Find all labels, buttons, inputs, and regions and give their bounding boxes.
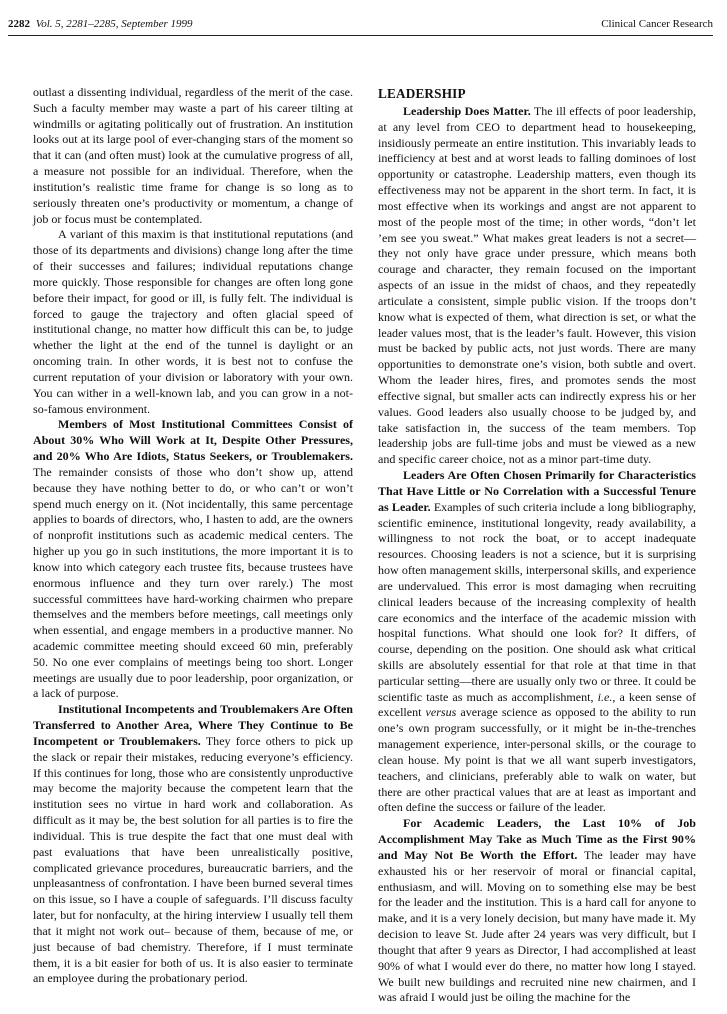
volume-citation: Vol. 5, 2281–2285, September 1999 (35, 18, 193, 30)
paragraph-body: The ill effects of poor leadership, at any level from CEO to department head to housekeeping, insidiously permeate an entire institution. This invariably leads to inefficiency at best and at worst leads to falling dominoes of lost opportunity or catastrophe. Leadership matters, even though its effectiveness may not be apparent in the short term. In fact, it is most effective when its workings and angst are not apparent to most of the people most of the time; in other words, “don’t let ’em see you sweat.” What makes great leaders is not a secret—they not only have grace under pressure, which means both courage and character, they remain focused on the important aspects of an issue in the midst of chaos, and they repeatedly articulate a consistent, simple public vision. If the troops don’t know what is expected of them, what direction is set, or what the leader values most, that is the leader’s fault. However, this vision must be backed by public acts, not just words. There are many opportunities to demonstrate one’s vision, both subtle and overt. Whom the leader hires, fires, and promotes sends the most effective signal, but smaller acts can indirectly express his or her values. Good leaders also usually choose to be judged by, and take satisfaction in, the success of the team members. Top leadership jobs are full-time jobs and must be viewed as a new and specific career choice, not as a minor part-time duty. (378, 104, 696, 467)
paragraph-body: They force others to pick up the slack or repair their mistakes, reducing everyone’s efficiency. If this continues for long, those who are consistently unproductive may become the majority because the competent learn that the institution sees no virtue in hard work and collaboration. As difficult as it may be, the best solution for all parties is to fire the individual. This is true despite the fact that one must deal with past evaluations that have been unrealistically positive, complicated grievance procedures, bureaucratic barriers, and the unpleasantness of confrontation. I have been burned several times on this issue, so I have a couple of safeguards. I’ll discuss faculty later, but for nonfaculty, at the hiring interview I usually tell them that it might not work out– because of them, because of me, or just because of bad chemistry. Therefore, if I must terminate them, it is a bit easier for both of us. It is also easier to terminate an employee during the probationary period. (33, 733, 353, 986)
header-rule (8, 35, 713, 36)
page-number: 2282 (8, 18, 30, 30)
journal-name: Clinical Cancer Research (601, 18, 713, 30)
run-in-heading: Leaders Are Often Chosen Primarily for Characteristics That Have Little or No Correlation with a Successful Tenure as Leader. (378, 468, 696, 514)
section-heading: LEADERSHIP (378, 86, 466, 101)
paragraph (378, 104, 696, 468)
citation-line (8, 17, 192, 31)
running-header (8, 17, 713, 35)
run-in-heading: Members of Most Institutional Committees Consist of About 30% Who Will Work at It, Despite Other Pressures, and 20% Who Are Idiots, Status Seekers, or Troublemakers. (33, 417, 353, 464)
paragraph: A variant of this maxim is that institutional reputations (and those of its departments and divisions) change long after the time of their successes and failures; individual reputations change more quickly. Those responsible for changes are often long gone before their impact, for good or ill, is fully felt. The individual is forced to gauge the trajectory and often glacial speed of institutional change, no matter how difficult this can be, to judge whether the light at the end of the tunnel is daylight or an oncoming train. In other words, it is best not to confuse the current reputation of your division or laboratory with your own. You can wither in a well-known lab, and you can grow in a not-so-famous environment. (33, 227, 353, 416)
italic-term: versus (425, 705, 457, 720)
run-in-heading: Institutional Incompetents and Troublemakers Are Often Transferred to Another Area, Where They Continue to Be Incompetent or Troublemakers. (33, 702, 353, 748)
paragraph-body: average science as opposed to the ability to run one’s own program successfully, or it might be in-the-trenches management experience, inter-personal skills, or the courage to clean house. My point is that we all want superb investigators, teachers, and clinicians, preferably able to walk on water, but there are other practical values that are at least as important and often define the success or failure of the leader. (378, 705, 697, 815)
paragraph-body: The leader may have exhausted his or her reservoir of moral or financial capital, enthusiasm, and will. Moving on to something else may be best for the leader and the institution. This is a hard call for anyone to make, and it is a very lonely decision, but many have made it. My decision to leave St. Jude after 24 years was very difficult, but I thought that after 9 years as Director, I had accomplished at least 90% of what I would ever do there, no matter how long I stayed. We built new buildings and recruited nine new chairmen, and I was afraid I would just be oiling the machine for the (378, 847, 697, 1005)
paragraph (378, 468, 696, 816)
paragraph-body: a keen sense of excellent (378, 689, 696, 720)
paragraph (378, 816, 696, 1006)
paragraph-body: Examples of such criteria include a long bibliography, scientific eminence, institutional longevity, ready availability, a willingness to not rock the boat, or to accept inadequate resources. Choosing leaders is not a science, but it is surprising how often management skills, interpersonal skills, and experience are undervalued. This error is most damaging when recruiting clinical leaders because of the increasing complexity of health care economics and the interface of the academic mission with hospital functions. What should one look for? It differs, of course, depending on the position. One should ask what critical skills are absolutely essential for that role at that time in that particular setting—there are usually only two or three. It could be scientific taste as much as accomplishment, (378, 499, 696, 704)
paragraph-body: The remainder consists of those who don’t show up, attend because they have nothing better to do, or who can’t or won’t spend much energy on it. (Not incidentally, this same percentage applies to boards of directors, who, I hasten to add, are the owners of nonprofit institutions such as academic medical centers. The higher up you go in such institutions, the more important it is to know into which category each trustee fits, because trustees have enormous influence and they turn over rarely.) The most successful committees have hard-working chairmen who prepare themselves and the members before meetings, call meetings only when essential, and engage members in a productive manner. No academic committee meeting should exceed 60 min, preferably 50. No one ever complains of meetings being too short. Longer meetings are usually due to poor leadership, poor organization, or a lack of purpose. (33, 464, 353, 701)
paragraph (33, 417, 353, 702)
italic-term: i.e., (597, 689, 616, 704)
run-in-heading: Leadership Does Matter. (403, 104, 531, 118)
run-in-heading: For Academic Leaders, the Last 10% of Job Accomplishment May Take as Much Time as the First 90% and May Not Be Worth the Effort. (378, 816, 696, 862)
paragraph (33, 702, 353, 987)
paragraph: outlast a dissenting individual, regardless of the merit of the case. Such a faculty member may waste a part of his career tilting at windmills or agitating politically out of frustration. An institution looks out at its large pool of ever-changing stars of the moment so that it can (and often must) look at the cumulative progress of all, a measure not possible for an individual. Therefore, when the institution’s realistic time frame for change is so long as to seriously threaten one’s productivity or momentum, a change of job or focus must be contemplated. (33, 85, 353, 226)
right-column (378, 85, 696, 1006)
left-column (33, 85, 353, 987)
